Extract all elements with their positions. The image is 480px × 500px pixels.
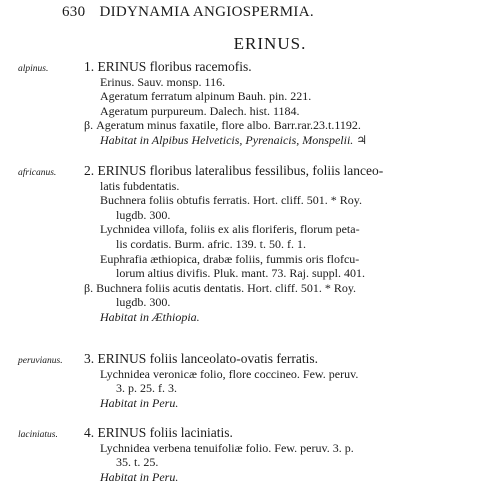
synonym-line: Erinus. Sauv. monsp. 116. [100,74,226,89]
species-line: 3. ERINUS foliis lanceolato-ovatis ferratis. [84,352,318,366]
variety-line-cont: lugdb. 300. [116,295,171,310]
margin-label: alpinus. [18,64,49,74]
variety-line: β. Ageratum minus faxatile, flore albo. Barr.rar.23.t.1192. [84,118,361,133]
entry-text [84,352,474,410]
genus-heading: ERINUS. [233,34,307,53]
synonym-line: Lychnidea verbena tenuifoliæ folio. Few. peruv. 3. p. [100,440,354,455]
variety-line: β. Buchnera foliis acutis dentatis. Hort. cliff. 501. * Roy. [84,280,357,295]
habitat-line: Habitat in Peru. [100,395,179,410]
running-title: DIDYNAMIA ANGIOSPERMIA. [99,4,314,20]
synonym-line-cont: lorum altius divifis. Pluk. mant. 73. Raj. suppl. 401. [116,266,365,281]
habitat-line: Habitat in Alpibus Helveticis, Pyrenaicis, Monspelii. ♃ [100,132,368,147]
entry-text [84,60,474,148]
synonym-line: Euphrafia æthiopica, drabæ foliis, fummis oris flofcu- [100,251,360,266]
margin-label: africanus. [18,168,57,178]
synonym-line-cont: 35. t. 25. [116,455,159,470]
synonym-line-cont: 3. p. 25. f. 3. [116,381,177,396]
synonym-line-cont: lis cordatis. Burm. afric. 139. t. 50. f. 1. [116,236,306,251]
margin-label: laciniatus. [18,430,58,440]
species-line: 4. ERINUS foliis laciniatis. [84,426,233,440]
synonym-line: Buchnera foliis obtufis ferratis. Hort. cliff. 501. * Roy. [100,193,362,208]
margin-label: peruvianus. [18,356,63,366]
entry-text [84,426,474,484]
synonym-line: Ageratum ferratum alpinum Bauh. pin. 221. [100,89,312,104]
synonym-line: Lychnidea villofa, foliis ex alis floriferis, florum peta- [100,222,360,237]
habitat-line: Habitat in Æthiopia. [100,309,200,324]
synonym-line: Ageratum purpureum. Dalech. hist. 1184. [100,103,300,118]
page-header [62,4,314,21]
species-line-cont: latis fubdentatis. [100,178,180,193]
species-line: 1. ERINUS floribus racemofis. [84,60,252,74]
synonym-line: Lychnidea veronicæ folio, flore coccineo. Few. peruv. [100,366,359,381]
synonym-line-cont: lugdb. 300. [116,207,171,222]
species-line: 2. ERINUS floribus lateralibus fessilibus, foliis lanceo- [84,164,384,178]
page-number: 630 [62,4,86,20]
entry-text [84,164,474,325]
habitat-line: Habitat in Peru. [100,469,179,484]
